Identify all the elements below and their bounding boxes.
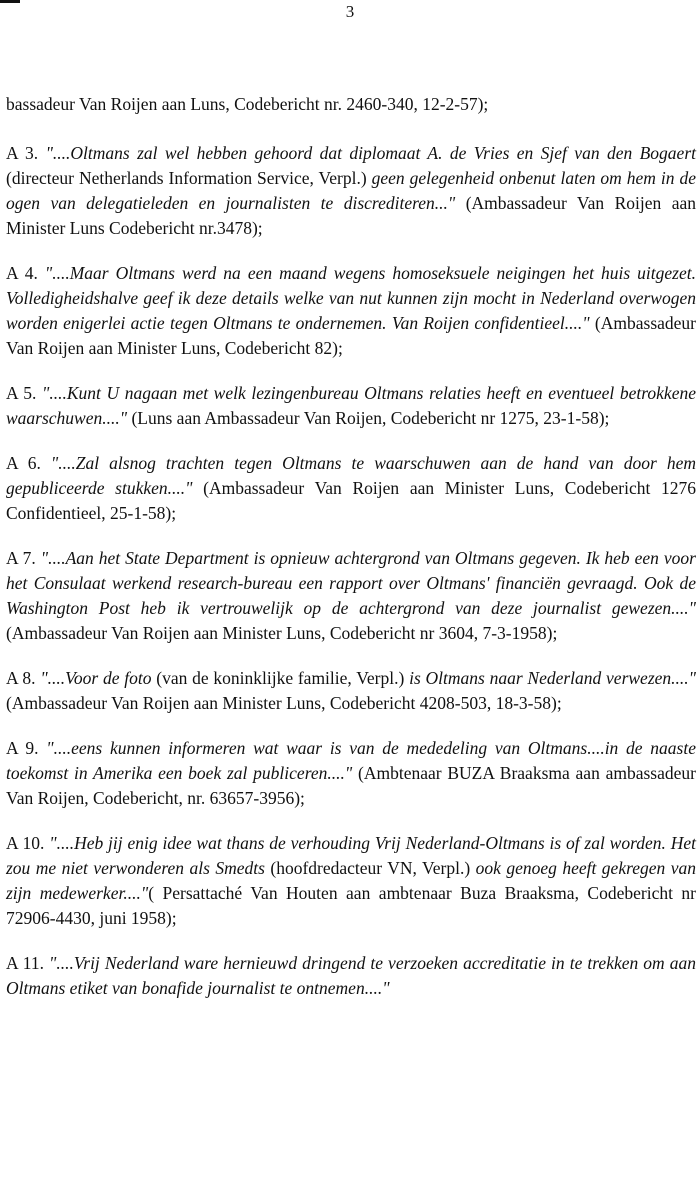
paragraph-a7 [6, 546, 696, 646]
source-text: (Ambtenaar BUZA Braaksma aan ambassadeur Van Roijen, Codebericht, nr. 63657-3956); [6, 763, 696, 808]
quoted-text: "....Voor de foto [35, 668, 157, 688]
paragraph-label: A 3. [6, 143, 39, 163]
source-text: (Ambassadeur Van Roijen aan Minister Luns Codebericht nr.3478); [6, 193, 696, 238]
paragraph-a11 [6, 951, 696, 1001]
paragraph-a10 [6, 831, 696, 931]
source-text: (Ambassadeur Van Roijen aan Minister Luns, Codebericht 4208-503, 18-3-58); [6, 693, 562, 713]
paragraph-label: A 5. [6, 383, 37, 403]
quoted-text: "....Vrij Nederland ware hernieuwd dringend te verzoeken accreditatie in te trekken om aan Oltmans etiket van bonafide journalist te ontnemen...." [6, 953, 697, 998]
paragraph-label: A 6. [6, 453, 41, 473]
source-text: ( Persattaché Van Houten aan ambtenaar Buza Braaksma, Codebericht nr 72906-4430, juni 1958); [6, 883, 696, 928]
source-text: (hoofdredacteur VN, Verpl.) [270, 858, 476, 878]
quoted-text: geen gelegenheid onbenut laten om hem in de ogen van delegatieleden en journalisten te discrediteren..." [6, 168, 697, 213]
paragraph-a8 [6, 666, 696, 716]
quoted-text: is Oltmans naar Nederland verwezen...." [409, 668, 696, 688]
quoted-text: "....Aan het State Department is opnieuw achtergrond van Oltmans gegeven. Ik heb een voor het Consulaat werkend research-bureau een rapport over Oltmans' financiën gevraagd. Ook de Washington Post heb ik vertrouwelijk op de achtergrond van deze journalist gewezen...." [6, 548, 696, 618]
quoted-text: "....Heb jij enig idee wat thans de verhouding Vrij Nederland-Oltmans is of zal worden. Het zou me niet verwonderen als Smedts [6, 833, 696, 878]
quoted-text: "....Oltmans zal wel hebben gehoord dat diplomaat A. de Vries en Sjef van den Bogaert [38, 143, 696, 163]
paragraph-label: A 4. [6, 263, 38, 283]
source-text: (directeur Netherlands Information Service, Verpl.) [6, 168, 372, 188]
source-text: (Luns aan Ambassadeur Van Roijen, Codebericht nr 1275, 23-1-58); [131, 408, 610, 428]
source-text: (van de koninklijke familie, Verpl.) [156, 668, 410, 688]
paragraph-a4 [6, 261, 696, 361]
source-text: bassadeur Van Roijen aan Luns, Codebericht nr. 2460-340, 12-2-57); [6, 94, 489, 114]
source-text: (Ambassadeur Van Roijen aan Minister Luns, Codebericht nr 3604, 7-3-1958); [6, 623, 558, 643]
paragraph-label: A 8. [6, 668, 36, 688]
paragraph-a3 [6, 141, 696, 241]
source-text: (Ambassadeur Van Roijen aan Minister Luns, Codebericht 82); [6, 313, 696, 358]
paragraph-a5 [6, 381, 696, 431]
source-text: (Ambassadeur Van Roijen aan Minister Luns, Codebericht 1276 Confidentieel, 25-1-58); [6, 478, 697, 523]
page-number: 3 [345, 2, 355, 21]
paragraph-label: A 9. [6, 738, 39, 758]
document-body [6, 92, 696, 1021]
quoted-text: "....Maar Oltmans werd na een maand wegens homoseksuele neigingen het huis uitgezet. Volledigheidshalve geef ik deze details welke van nut kunnen zijn mocht in Nederland overwogen worden enigerlei actie tegen Oltmans te ondernemen. Van Roijen confidentieel...." [6, 263, 696, 333]
paragraph-label: A 7. [6, 548, 36, 568]
paragraph-label: A 10. [6, 833, 45, 853]
paragraph-continuation [6, 92, 696, 117]
quoted-text: "....Kunt U nagaan met welk lezingenbureau Oltmans relaties heeft en eventueel betrokkene waarschuwen...." [6, 383, 696, 428]
paragraph-a6 [6, 451, 696, 526]
paragraph-label: A 11. [6, 953, 44, 973]
paragraph-a9 [6, 736, 696, 811]
quoted-text: "....eens kunnen informeren wat waar is van de mededeling van Oltmans....in de naaste toekomst in Amerika een boek zal publiceren...." [6, 738, 696, 783]
quoted-text: "....Zal alsnog trachten tegen Oltmans te waarschuwen aan de hand van door hem gepubliceerde stukken...." [6, 453, 696, 498]
quoted-text: ook genoeg heeft gekregen van zijn medewerker...." [6, 858, 696, 903]
